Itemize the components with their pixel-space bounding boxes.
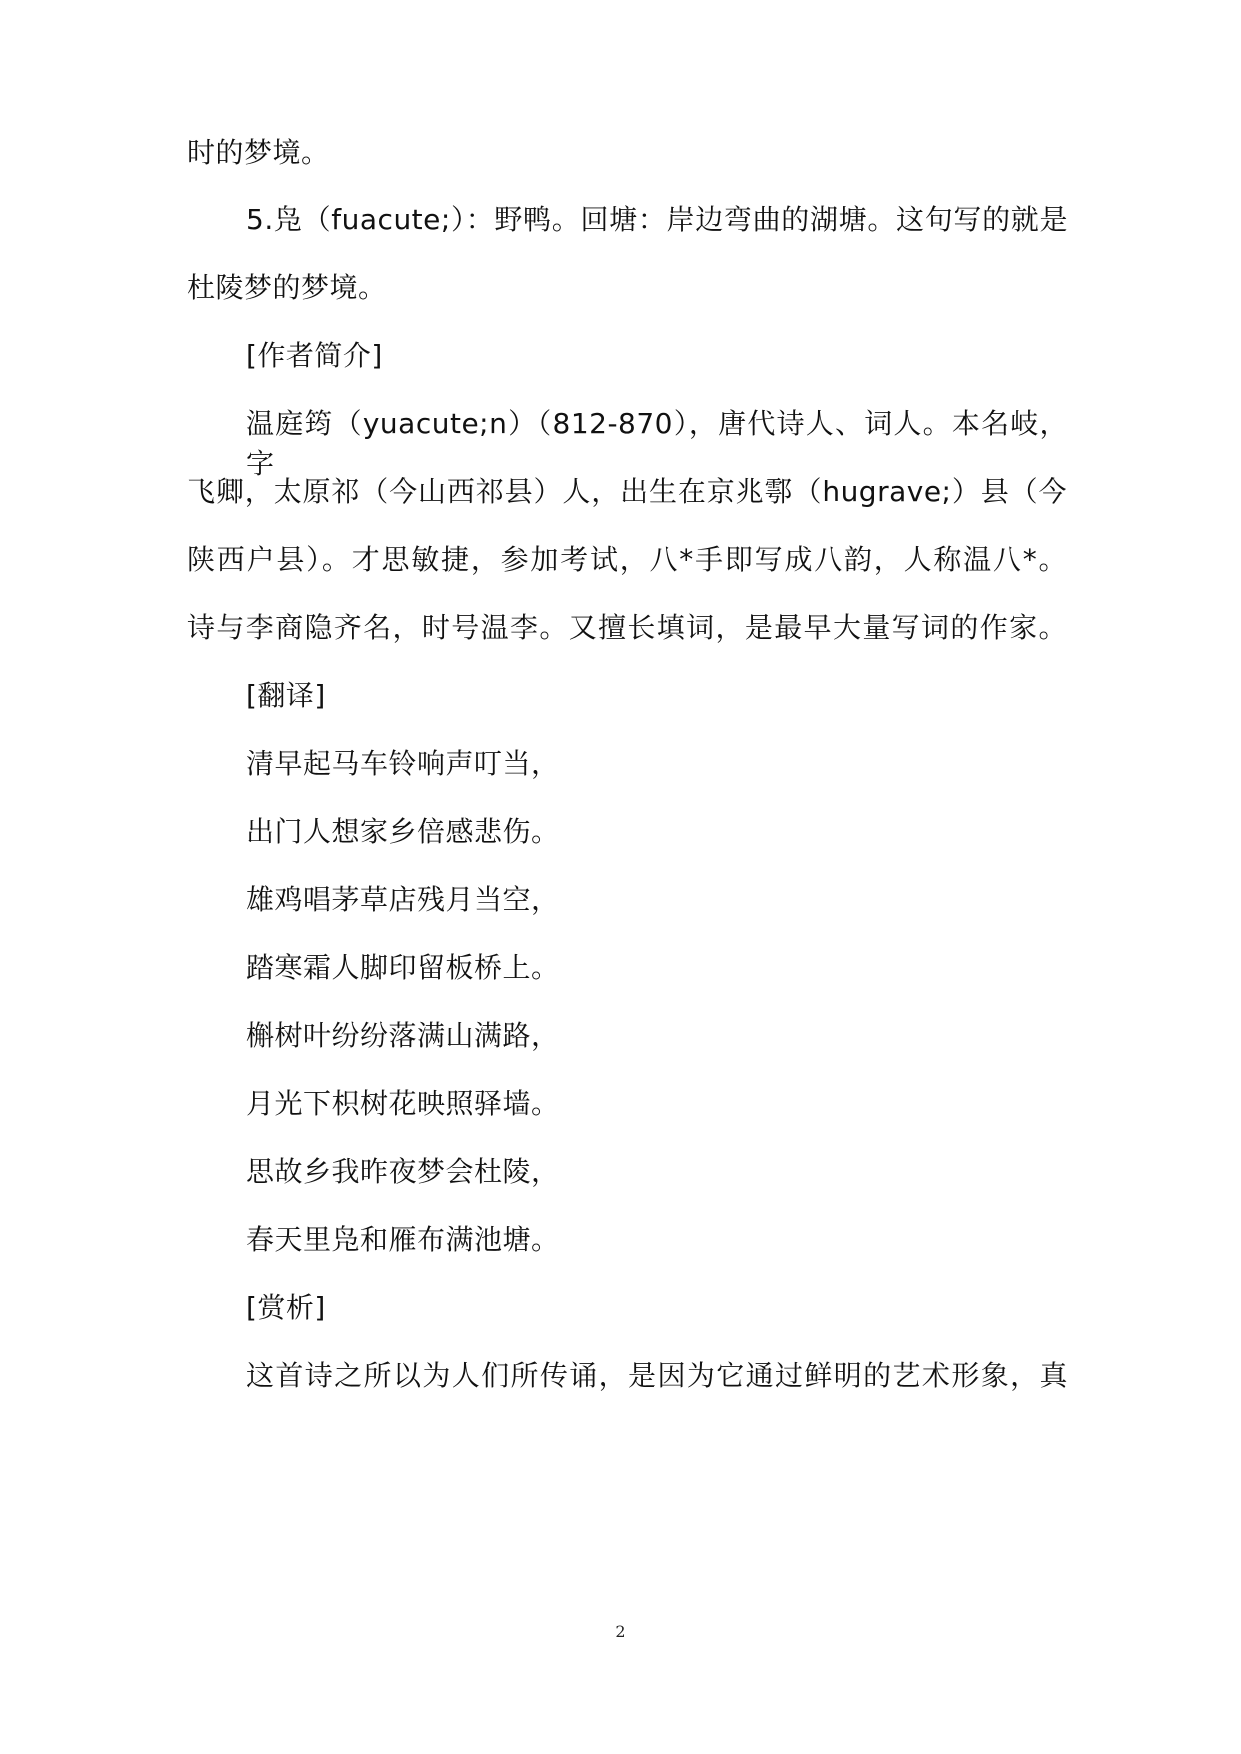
author-bio-line: 诗与李商隐齐名，时号温李。又擅长填词，是最早大量写词的作家。	[187, 611, 1067, 644]
author-bio-line: 飞卿，太原祁（今山西祁县）人，出生在京兆鄠（hugrave;）县（今	[187, 475, 1067, 508]
section-heading-appreciation: [赏析]	[246, 1291, 326, 1324]
appreciation-line: 这首诗之所以为人们所传诵，是因为它通过鲜明的艺术形象，真	[246, 1359, 1068, 1392]
body-text-line: 时的梦境。	[187, 136, 330, 169]
translation-line: 出门人想家乡倍感悲伤。	[246, 815, 560, 848]
body-text-line: 杜陵梦的梦境。	[187, 271, 387, 304]
translation-line: 思故乡我昨夜梦会杜陵，	[246, 1155, 560, 1188]
translation-line: 清早起马车铃响声叮当，	[246, 747, 560, 780]
translation-line: 踏寒霜人脚印留板桥上。	[246, 951, 560, 984]
author-bio-line: 温庭筠（yuacute;n）（812-870），唐代诗人、词人。本名岐，字	[246, 407, 1068, 480]
author-bio-line: 陕西户县）。才思敏捷，参加考试，八*手即写成八韵，人称温八*。	[187, 543, 1067, 576]
page-number: 2	[615, 1622, 626, 1641]
translation-line: 槲树叶纷纷落满山满路，	[246, 1019, 560, 1052]
section-heading-translation: [翻译]	[246, 679, 326, 712]
translation-line: 月光下枳树花映照驿墙。	[246, 1087, 560, 1120]
translation-line: 春天里凫和雁布满池塘。	[246, 1223, 560, 1256]
section-heading-author: [作者简介]	[246, 339, 383, 372]
annotation-5-line: 5.凫（fuacute;）：野鸭。回塘：岸边弯曲的湖塘。这句写的就是	[246, 203, 1068, 236]
translation-line: 雄鸡唱茅草店残月当空，	[246, 883, 560, 916]
